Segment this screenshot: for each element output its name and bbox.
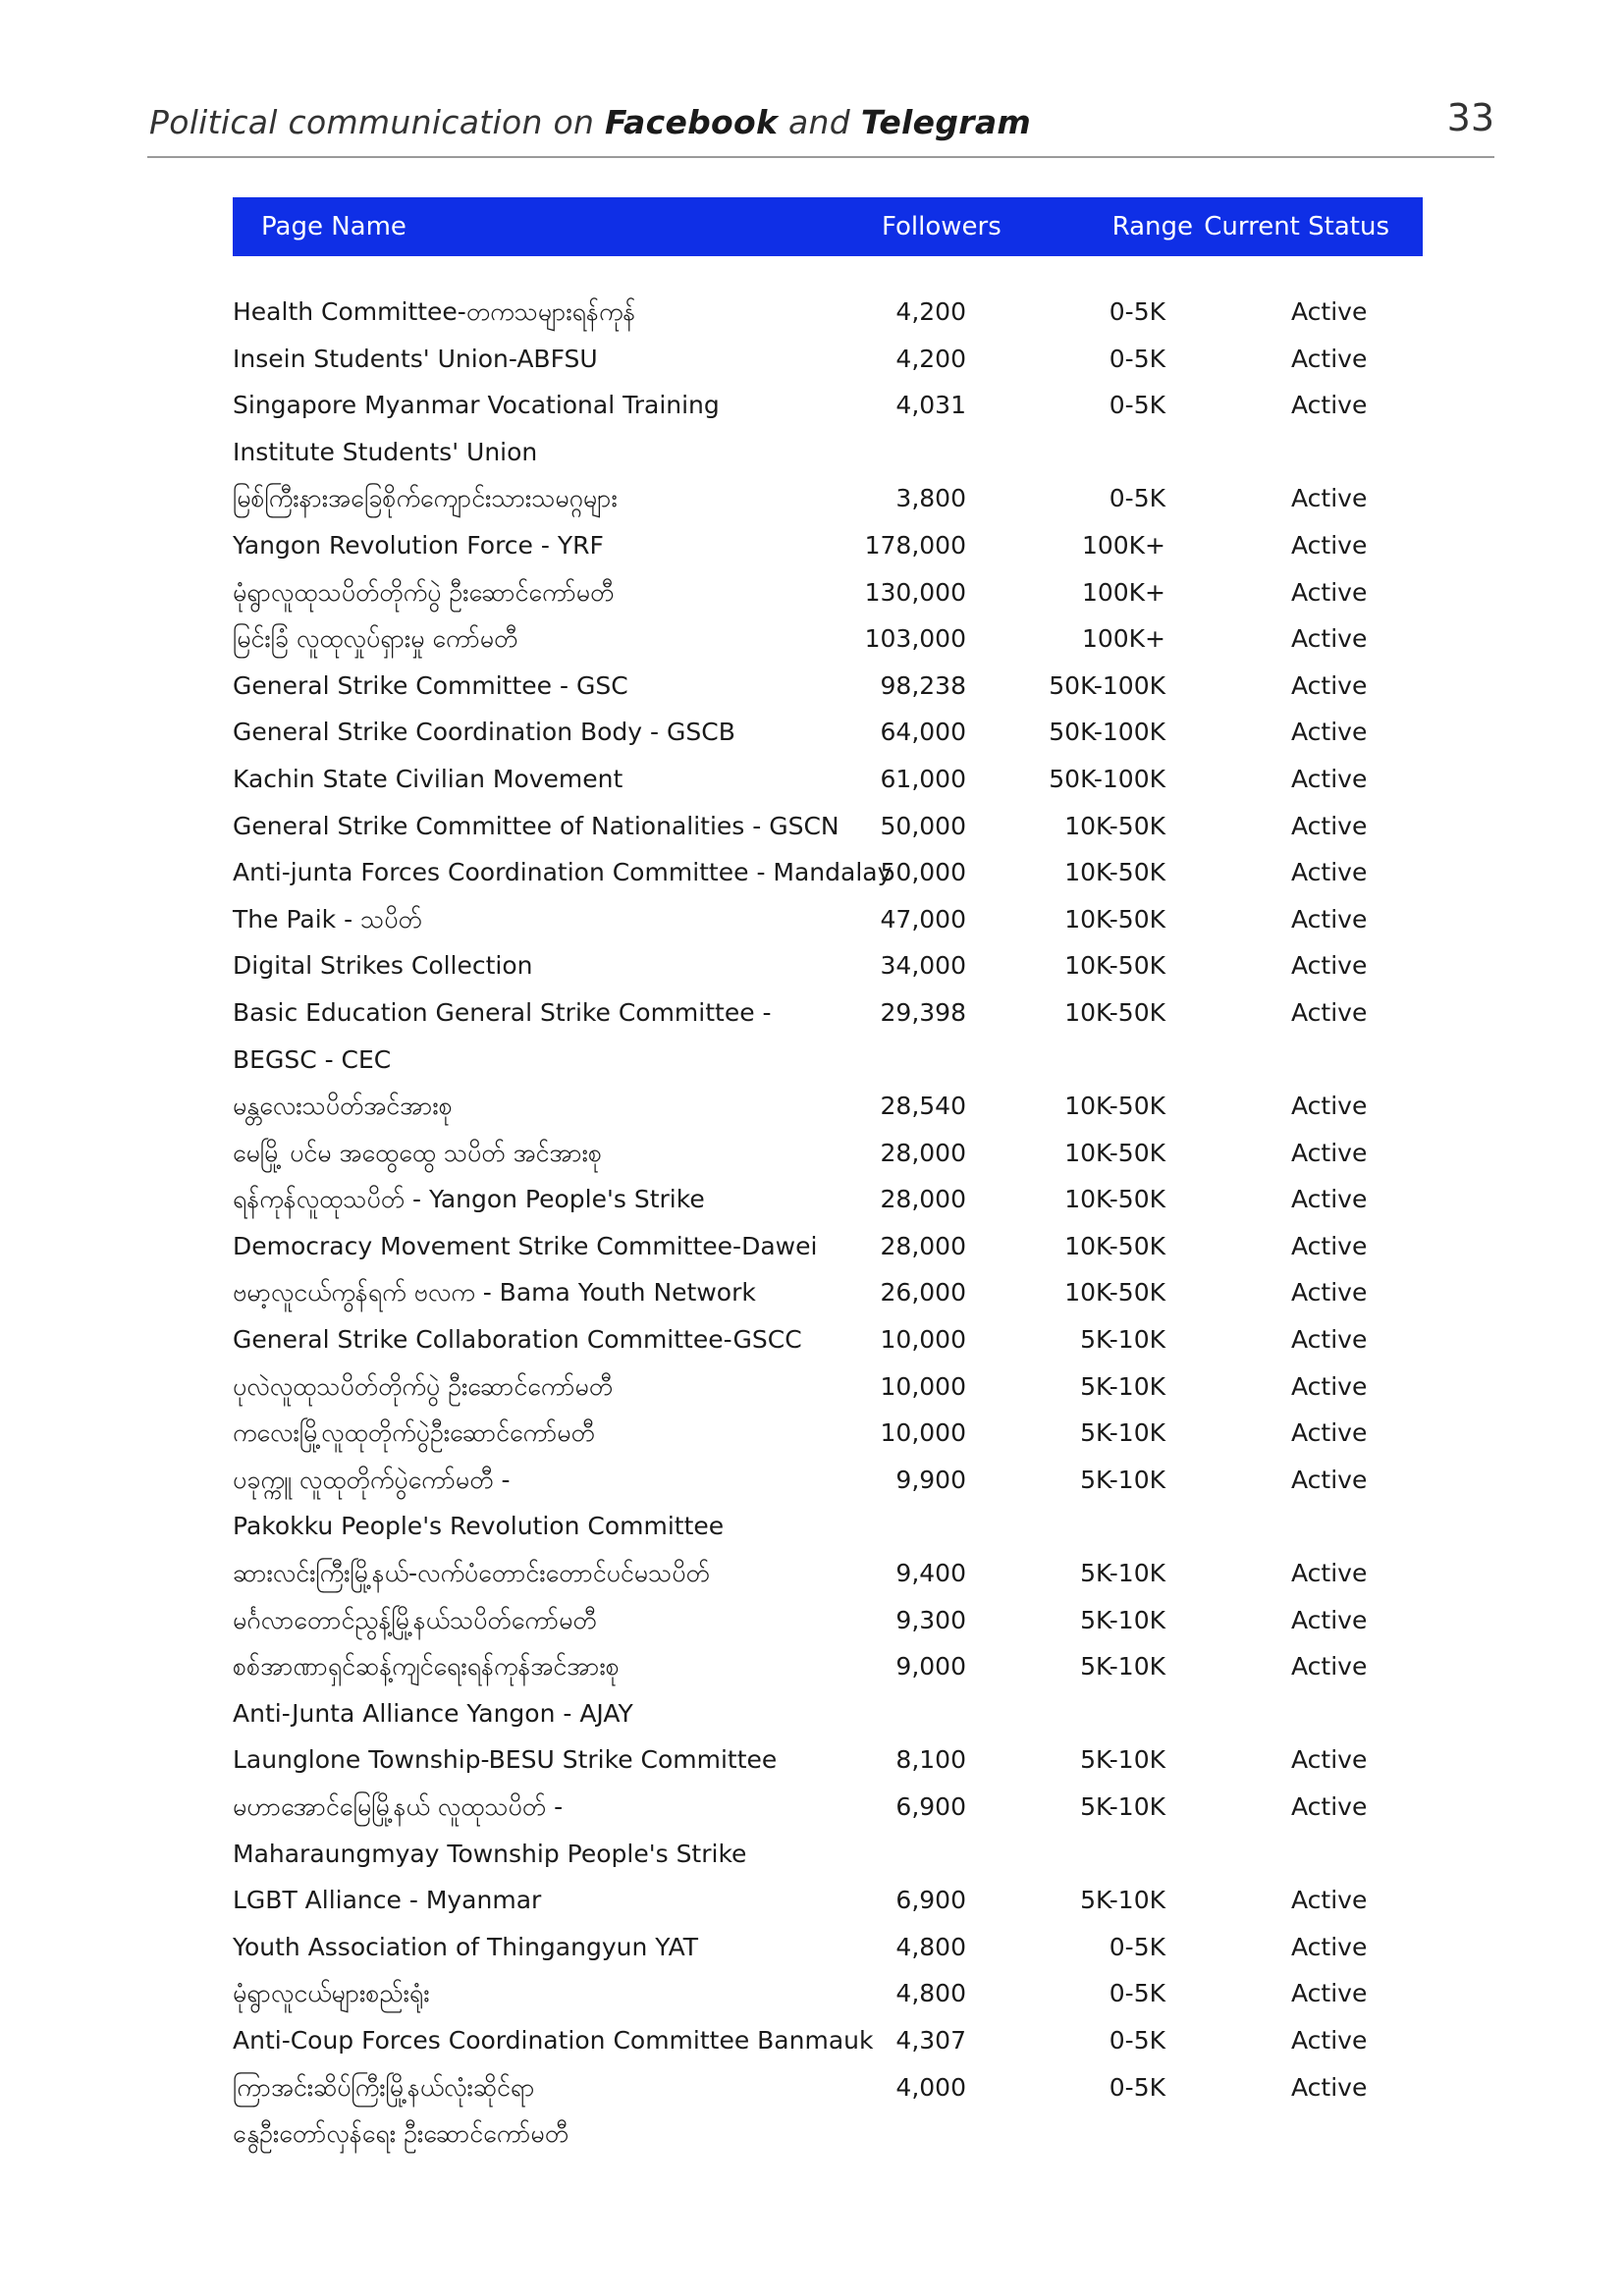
page-number: 33 xyxy=(1446,96,1494,139)
range-cell: 10K-50K xyxy=(1064,1278,1165,1308)
page-name-cell: Democracy Movement Strike Committee-Dawei xyxy=(233,1231,818,1260)
table-row xyxy=(233,1037,1423,1084)
page-name-cell: The Paik - သပိတ် xyxy=(233,904,422,934)
range-cell: 10K-50K xyxy=(1064,997,1165,1027)
followers-cell: 28,000 xyxy=(880,1185,966,1214)
status-cell: Active xyxy=(1291,484,1368,513)
table-row xyxy=(233,1457,1423,1504)
column-header-followers: Followers xyxy=(882,212,1001,241)
status-cell: Active xyxy=(1291,1371,1368,1401)
followers-cell: 9,000 xyxy=(895,1652,966,1682)
table-row xyxy=(233,336,1423,383)
followers-cell: 4,200 xyxy=(895,297,966,326)
status-cell: Active xyxy=(1291,997,1368,1027)
followers-cell: 28,000 xyxy=(880,1138,966,1167)
status-cell: Active xyxy=(1291,1886,1368,1915)
status-cell: Active xyxy=(1291,1652,1368,1682)
range-cell: 10K-50K xyxy=(1064,1185,1165,1214)
page-name-cell: Anti-Coup Forces Coordination Committee Banmauk xyxy=(233,2025,874,2055)
status-cell: Active xyxy=(1291,1932,1368,1961)
page-name-cell: General Strike Committee - GSC xyxy=(233,670,628,700)
range-cell: 100K+ xyxy=(1081,530,1165,560)
status-cell: Active xyxy=(1291,1792,1368,1821)
range-cell: 50K-100K xyxy=(1049,670,1165,700)
followers-cell: 47,000 xyxy=(880,904,966,934)
status-cell: Active xyxy=(1291,1559,1368,1588)
range-cell: 100K+ xyxy=(1081,577,1165,607)
range-cell: 10K-50K xyxy=(1064,904,1165,934)
header-divider xyxy=(147,156,1494,158)
range-cell: 10K-50K xyxy=(1064,811,1165,840)
status-cell: Active xyxy=(1291,1092,1368,1121)
status-cell: Active xyxy=(1291,1418,1368,1448)
page-name-cell: Pakokku People's Revolution Committee xyxy=(233,1512,725,1541)
range-cell: 5K-10K xyxy=(1080,1745,1165,1775)
table-row xyxy=(233,522,1423,569)
followers-cell: 98,238 xyxy=(880,670,966,700)
page-name-cell: ဗမာ့လူငယ်ကွန်ရက် ဗလက - Bama Youth Network xyxy=(233,1278,756,1308)
table-row xyxy=(233,663,1423,710)
status-cell: Active xyxy=(1291,577,1368,607)
page-name-cell: မြင်းခြံ လူထုလှုပ်ရှားမှု ကော်မတီ xyxy=(233,624,518,654)
followers-cell: 64,000 xyxy=(880,718,966,747)
followers-cell: 29,398 xyxy=(880,997,966,1027)
status-cell: Active xyxy=(1291,2072,1368,2102)
page-name-cell: ကလေးမြို့လူထုတိုက်ပွဲဦးဆောင်ကော်မတီ xyxy=(233,1418,595,1448)
status-cell: Active xyxy=(1291,530,1368,560)
table-row xyxy=(233,1503,1423,1550)
status-cell: Active xyxy=(1291,811,1368,840)
page-name-cell: ပုလဲလူထုသပိတ်တိုက်ပွဲ ဦးဆောင်ကော်မတီ xyxy=(233,1371,614,1401)
followers-cell: 10,000 xyxy=(880,1371,966,1401)
range-cell: 50K-100K xyxy=(1049,764,1165,793)
table-row xyxy=(233,429,1423,476)
followers-cell: 4,031 xyxy=(895,391,966,420)
table-row xyxy=(233,756,1423,803)
status-cell: Active xyxy=(1291,670,1368,700)
table-row xyxy=(233,1363,1423,1411)
followers-cell: 10,000 xyxy=(880,1325,966,1355)
followers-cell: 4,200 xyxy=(895,344,966,373)
table-header xyxy=(233,197,1423,256)
page-name-cell: Singapore Myanmar Vocational Training xyxy=(233,391,720,420)
table-row xyxy=(233,989,1423,1037)
followers-cell: 4,800 xyxy=(895,1979,966,2008)
table-row xyxy=(233,709,1423,756)
table-row xyxy=(233,475,1423,522)
followers-cell: 50,000 xyxy=(880,858,966,887)
status-cell: Active xyxy=(1291,2025,1368,2055)
range-cell: 5K-10K xyxy=(1080,1325,1165,1355)
page-name-cell: Institute Students' Union xyxy=(233,437,538,466)
followers-cell: 3,800 xyxy=(895,484,966,513)
page-name-cell: General Strike Collaboration Committee-GSCC xyxy=(233,1325,802,1355)
page-name-cell: Insein Students' Union-ABFSU xyxy=(233,344,598,373)
range-cell: 0-5K xyxy=(1109,2072,1165,2102)
range-cell: 10K-50K xyxy=(1064,1138,1165,1167)
followers-cell: 61,000 xyxy=(880,764,966,793)
status-cell: Active xyxy=(1291,391,1368,420)
table-row xyxy=(233,1690,1423,1737)
page-name-cell: မန္တလေးသပိတ်အင်အားစု xyxy=(233,1092,453,1121)
range-cell: 0-5K xyxy=(1109,1932,1165,1961)
status-cell: Active xyxy=(1291,904,1368,934)
range-cell: 5K-10K xyxy=(1080,1371,1165,1401)
followers-cell: 34,000 xyxy=(880,951,966,981)
table-row xyxy=(233,1970,1423,2017)
page-name-cell: ဆားလင်းကြီးမြို့နယ်-လက်ပံတောင်းတောင်ပင်မသပိတ် xyxy=(233,1559,710,1588)
followers-cell: 6,900 xyxy=(895,1886,966,1915)
page-name-cell: စစ်အာဏာရှင်ဆန့်ကျင်ရေးရန်ကုန်အင်အားစု xyxy=(233,1652,620,1682)
table-row xyxy=(233,1784,1423,1831)
page-name-cell: နွေဦးတော်လှန်ရေး ဦးဆောင်ကော်မတီ xyxy=(233,2119,569,2149)
range-cell: 50K-100K xyxy=(1049,718,1165,747)
page-name-cell: ရန်ကုန်လူထုသပိတ် - Yangon People's Strike xyxy=(233,1185,705,1214)
column-header-page-name: Page Name xyxy=(261,212,406,241)
status-cell: Active xyxy=(1291,764,1368,793)
page-name-cell: မဟာအောင်မြေမြို့နယ် လူထုသပိတ် - xyxy=(233,1792,564,1821)
status-cell: Active xyxy=(1291,718,1368,747)
range-cell: 0-5K xyxy=(1109,1979,1165,2008)
range-cell: 5K-10K xyxy=(1080,1652,1165,1682)
table-row xyxy=(233,1831,1423,1878)
table-row xyxy=(233,2110,1423,2158)
range-cell: 5K-10K xyxy=(1080,1465,1165,1494)
table-row xyxy=(233,1410,1423,1457)
page-name-cell: Anti-Junta Alliance Yangon - AJAY xyxy=(233,1698,633,1728)
page-name-cell: မြစ်ကြီးနားအခြေစိုက်ကျောင်းသားသမဂ္ဂများ xyxy=(233,484,618,513)
status-cell: Active xyxy=(1291,344,1368,373)
page-name-cell: Yangon Revolution Force - YRF xyxy=(233,530,604,560)
table-row xyxy=(233,1877,1423,1924)
followers-cell: 26,000 xyxy=(880,1278,966,1308)
followers-cell: 4,800 xyxy=(895,1932,966,1961)
page-name-cell: BEGSC - CEC xyxy=(233,1044,392,1074)
page-name-cell: Anti-junta Forces Coordination Committee - Mandalay xyxy=(233,858,893,887)
table-row xyxy=(233,1176,1423,1223)
followers-cell: 8,100 xyxy=(895,1745,966,1775)
header-title-part-2: Facebook xyxy=(604,103,779,141)
table-body xyxy=(233,289,1423,2158)
page-name-cell: Launglone Township-BESU Strike Committee xyxy=(233,1745,778,1775)
range-cell: 5K-10K xyxy=(1080,1792,1165,1821)
range-cell: 10K-50K xyxy=(1064,1092,1165,1121)
followers-cell: 9,300 xyxy=(895,1605,966,1634)
followers-cell: 28,540 xyxy=(880,1092,966,1121)
range-cell: 0-5K xyxy=(1109,297,1165,326)
followers-cell: 178,000 xyxy=(864,530,966,560)
header-title-part-4: Telegram xyxy=(860,103,1032,141)
table-row xyxy=(233,1736,1423,1784)
page-name-cell: Health Committee-တကသများရန်ကုန် xyxy=(233,297,636,326)
table-row xyxy=(233,2064,1423,2111)
page-name-cell: ပခုက္ကူ လူထုတိုက်ပွဲကော်မတီ - xyxy=(233,1465,511,1494)
table-row xyxy=(233,1083,1423,1130)
column-header-range: Range xyxy=(1111,212,1193,241)
status-cell: Active xyxy=(1291,1605,1368,1634)
followers-cell: 28,000 xyxy=(880,1231,966,1260)
followers-cell: 9,900 xyxy=(895,1465,966,1494)
header-title-part-1: Political communication on xyxy=(149,103,605,141)
followers-cell: 103,000 xyxy=(864,624,966,654)
header-title-part-3: and xyxy=(778,103,861,141)
status-cell: Active xyxy=(1291,951,1368,981)
range-cell: 5K-10K xyxy=(1080,1559,1165,1588)
range-cell: 10K-50K xyxy=(1064,858,1165,887)
status-cell: Active xyxy=(1291,297,1368,326)
column-header-current-status: Current Status xyxy=(1204,212,1389,241)
status-cell: Active xyxy=(1291,1138,1368,1167)
followers-cell: 130,000 xyxy=(864,577,966,607)
followers-cell: 10,000 xyxy=(880,1418,966,1448)
status-cell: Active xyxy=(1291,1231,1368,1260)
page-name-cell: Basic Education General Strike Committee - xyxy=(233,997,772,1027)
table-row xyxy=(233,1550,1423,1597)
followers-cell: 9,400 xyxy=(895,1559,966,1588)
page-name-cell: LGBT Alliance - Myanmar xyxy=(233,1886,542,1915)
status-cell: Active xyxy=(1291,1278,1368,1308)
page-name-cell: Digital Strikes Collection xyxy=(233,951,533,981)
range-cell: 0-5K xyxy=(1109,344,1165,373)
range-cell: 5K-10K xyxy=(1080,1886,1165,1915)
page-name-cell: မုံရွာလူငယ်များစည်းရုံး xyxy=(233,1979,430,2008)
status-cell: Active xyxy=(1291,624,1368,654)
table-row xyxy=(233,1597,1423,1644)
page-name-cell: မေမြို့ ပင်မ အထွေထွေ သပိတ် အင်အားစု xyxy=(233,1138,603,1167)
running-header-title xyxy=(149,103,1031,141)
page-name-cell: General Strike Coordination Body - GSCB xyxy=(233,718,735,747)
table-row xyxy=(233,1316,1423,1363)
page-name-cell: Kachin State Civilian Movement xyxy=(233,764,623,793)
table-row xyxy=(233,615,1423,663)
status-cell: Active xyxy=(1291,1325,1368,1355)
table-row xyxy=(233,1643,1423,1690)
table-row xyxy=(233,1130,1423,1177)
page-name-cell: Youth Association of Thingangyun YAT xyxy=(233,1932,699,1961)
followers-cell: 50,000 xyxy=(880,811,966,840)
range-cell: 5K-10K xyxy=(1080,1605,1165,1634)
followers-cell: 4,000 xyxy=(895,2072,966,2102)
followers-cell: 4,307 xyxy=(895,2025,966,2055)
status-cell: Active xyxy=(1291,1465,1368,1494)
status-cell: Active xyxy=(1291,858,1368,887)
status-cell: Active xyxy=(1291,1185,1368,1214)
table-row xyxy=(233,382,1423,429)
page-name-cell: ကြာအင်းဆိပ်ကြီးမြို့နယ်လုံးဆိုင်ရာ xyxy=(233,2072,535,2102)
table-row xyxy=(233,289,1423,336)
table-row xyxy=(233,2017,1423,2064)
table-row xyxy=(233,1269,1423,1316)
range-cell: 10K-50K xyxy=(1064,1231,1165,1260)
table-row xyxy=(233,849,1423,896)
followers-cell: 6,900 xyxy=(895,1792,966,1821)
table-row xyxy=(233,1223,1423,1270)
status-cell: Active xyxy=(1291,1745,1368,1775)
page-name-cell: Maharaungmyay Township People's Strike xyxy=(233,1839,747,1868)
page-name-cell: မင်္ဂလာတောင်ညွန့်မြို့နယ်သပိတ်ကော်မတီ xyxy=(233,1605,597,1634)
page-name-cell: General Strike Committee of Nationalities - GSCN xyxy=(233,811,839,840)
table-row xyxy=(233,1924,1423,1971)
range-cell: 0-5K xyxy=(1109,2025,1165,2055)
range-cell: 100K+ xyxy=(1081,624,1165,654)
range-cell: 10K-50K xyxy=(1064,951,1165,981)
table-row xyxy=(233,569,1423,616)
table-row xyxy=(233,896,1423,943)
range-cell: 0-5K xyxy=(1109,484,1165,513)
status-cell: Active xyxy=(1291,1979,1368,2008)
table-row xyxy=(233,803,1423,850)
page-name-cell: မုံရွာလူထုသပိတ်တိုက်ပွဲ ဦးဆောင်ကော်မတီ xyxy=(233,577,615,607)
range-cell: 0-5K xyxy=(1109,391,1165,420)
table-row xyxy=(233,942,1423,989)
range-cell: 5K-10K xyxy=(1080,1418,1165,1448)
